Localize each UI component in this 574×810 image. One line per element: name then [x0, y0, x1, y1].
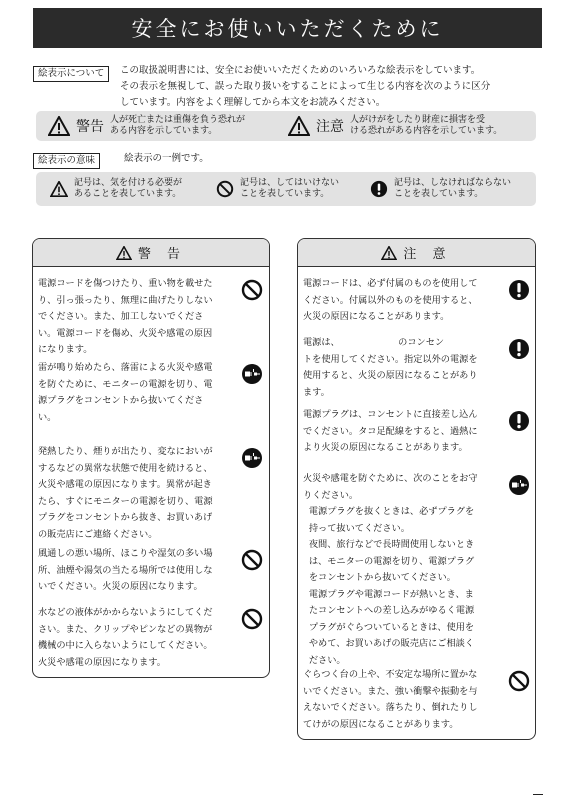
- caution-level: [288, 111, 502, 141]
- warning-triangle-icon: [381, 246, 397, 260]
- safety-item-line: ださい。: [303, 654, 346, 666]
- caution-desc-line: 人がけがをしたり財産に損害を受: [350, 114, 486, 125]
- safety-item-line: てけがの原因になることがあります。: [303, 718, 459, 730]
- warning-triangle-icon: [116, 246, 132, 260]
- safety-item-line: いでください。また、強い衝撃や振動を与: [303, 685, 478, 697]
- safety-item-line: 電源プラグや電源コードが熱いとき、ま: [303, 588, 474, 600]
- safety-item-line: 夜間、旅行などで長時間使用しないとき: [303, 539, 475, 550]
- safety-item-line: は、モニターの電源を切り、電源プラグ: [303, 555, 475, 567]
- safety-item-line: より火災の原因になることがあります。: [303, 442, 468, 453]
- intro-line: その表示を無視して、誤った取り扱いをすることによって生じる内容を次のように区分: [120, 81, 491, 92]
- page-title: 安全にお使いいただくために: [33, 8, 542, 48]
- safety-item-line: トを使用してください。指定以外の電源を: [303, 353, 478, 365]
- unplug-icon: [508, 474, 530, 496]
- safety-item-line: えないでください。落ちたり、倒れたりし: [303, 702, 478, 713]
- caution-description: [350, 115, 502, 138]
- intro-line: この取扱説明書には、安全にお使いいただくためのいろいろな絵表示をしています。: [120, 65, 481, 76]
- caution-box-title: 注 意: [403, 247, 452, 262]
- safety-item-line: するなどの異常な状態で使用を続けると、: [38, 462, 213, 474]
- meaning-item: [50, 172, 182, 206]
- mandatory-icon: [508, 410, 530, 432]
- prohibition-icon: [241, 279, 263, 301]
- safety-item: [303, 407, 478, 457]
- safety-item: [303, 276, 478, 326]
- caution-desc-line: ける恐れがある内容を示しています。: [350, 126, 503, 136]
- safety-item: [303, 471, 478, 669]
- safety-item: [38, 444, 213, 543]
- safety-item-line: 発熱したり、煙りが出たり、変なにおいが: [38, 446, 213, 457]
- safety-item-line: になります。: [38, 344, 93, 355]
- safety-item-line: 火災や感電の原因になります。異常が起き: [38, 479, 212, 490]
- safety-item-line: 火災や感電を防ぐために、次のことをお守: [303, 473, 478, 484]
- hazard-level-band: [36, 111, 536, 141]
- page-marker: [533, 794, 543, 795]
- meaning-item-line: 記号は、気を付ける必要が: [74, 177, 183, 188]
- safety-item-line: を防ぐために、モニターの電源を切り、電: [38, 378, 213, 390]
- warning-desc-line: ある内容を示しています。: [110, 126, 218, 136]
- safety-item-line: さい。また、クリップやピンなどの異物が: [38, 623, 213, 635]
- prohibition-icon: [241, 549, 263, 571]
- safety-item-line: 持って抜いてください。: [303, 522, 410, 534]
- intro-line: しています。内容をよく理解してから本文をお読みください。: [120, 97, 386, 108]
- warning-box: [32, 238, 270, 678]
- meaning-item-line: 記号は、してはいけない: [240, 177, 340, 188]
- safety-item: [303, 335, 478, 401]
- meaning-item-line: ことを表しています。: [240, 189, 330, 199]
- safety-item-line: 電源プラグは、コンセントに直接差し込ん: [303, 409, 478, 420]
- prohibition-icon: [216, 180, 234, 198]
- unplug-icon: [241, 363, 263, 385]
- safety-item-line: 源プラグをコンセントから抜いてくださ: [38, 395, 204, 406]
- warning-triangle-icon: [50, 181, 68, 197]
- safety-item-text: [38, 605, 213, 671]
- warning-desc-line: 人が死亡または重傷を負う恐れが: [110, 114, 246, 125]
- prohibition-icon: [508, 670, 530, 692]
- safety-item-line: 火災の原因になることがあります。: [303, 311, 450, 322]
- safety-item: [38, 276, 213, 359]
- safety-item: [38, 605, 213, 671]
- caution-box: [297, 238, 536, 740]
- warning-box-header: [33, 239, 269, 267]
- caution-box-header: [298, 239, 535, 267]
- safety-item-line: 機械の中に入らないようにしてください。: [38, 640, 213, 651]
- safety-item-line: たら、すぐにモニターの電源を切り、電源: [38, 495, 213, 507]
- warning-level: [48, 111, 245, 141]
- warning-description: [110, 115, 245, 138]
- safety-item-line: プラグがぐらついているときは、使用を: [303, 621, 475, 633]
- caution-label: 注意: [316, 119, 344, 135]
- prohibition-icon: [241, 608, 263, 630]
- safety-item-line: り、引っ張ったり、無理に曲げたりしない: [38, 294, 213, 306]
- meaning-item-line: ことを表しています。: [394, 189, 484, 199]
- safety-item-text: [38, 360, 213, 426]
- meaning-item: [370, 172, 511, 206]
- safety-item-line: 風通しの悪い場所、ほこりや湿気の多い場: [38, 548, 213, 559]
- safety-item: [38, 360, 213, 426]
- meaning-text: 絵表示の一例です。: [124, 153, 209, 164]
- safety-item-text: [303, 335, 478, 401]
- warning-box-title: 警 告: [137, 247, 187, 262]
- safety-item-line: 火災や感電の原因になります。: [38, 656, 166, 668]
- safety-item-line: やめて、お買いあげの販売店にご相談く: [303, 638, 475, 649]
- safety-item-line: 電源コードを傷つけたり、重い物を載せた: [38, 278, 213, 289]
- safety-item-line: でください。タコ足配線をすると、過熱に: [303, 425, 478, 437]
- safety-item-line: 電源プラグを抜くときは、必ずプラグを: [303, 506, 475, 517]
- meaning-item-line: 記号は、しなければならない: [394, 177, 512, 188]
- safety-item: [38, 546, 213, 596]
- safety-item-text: [303, 276, 478, 326]
- mandatory-icon: [508, 279, 530, 301]
- safety-item-line: りください。: [303, 489, 359, 501]
- safety-item-text: [303, 407, 478, 457]
- safety-item-line: い。電源コードを傷め、火災や感電の原因: [38, 327, 213, 339]
- safety-item-text: [38, 276, 213, 359]
- pictogram-meaning-tag: 絵表示の意味: [33, 153, 100, 169]
- meaning-item: [216, 172, 339, 206]
- safety-item-line: ます。: [303, 386, 330, 398]
- mandatory-icon: [508, 338, 530, 360]
- safety-item-line: をコンセントから抜いてください。: [303, 572, 456, 583]
- safety-item-line: たコンセントへの差し込みがゆるく電源: [303, 605, 475, 616]
- safety-item-line: 水などの液体がかからないようにしてくだ: [38, 607, 213, 618]
- safety-item-line: 雷が鳴り始めたら、落雷による火災や感電: [38, 362, 213, 373]
- pictogram-about-tag: 絵表示について: [33, 66, 109, 82]
- pictogram-meaning-band: [36, 172, 536, 206]
- safety-item-line: 所、油煙や湯気の当たる場所では使用しな: [38, 564, 213, 576]
- safety-item-line: ぐらつく台の上や、不安定な場所に置かな: [303, 669, 478, 680]
- safety-item-text: [38, 444, 213, 543]
- safety-item-text: [303, 471, 478, 669]
- safety-item-line: の販売店にご連絡ください。: [38, 528, 158, 540]
- warning-triangle-icon: [48, 116, 70, 136]
- unplug-icon: [241, 447, 263, 469]
- safety-item-line: 使用すると、火災の原因になることがあり: [303, 370, 478, 381]
- warning-triangle-icon: [288, 116, 310, 136]
- warning-label: 警告: [76, 119, 104, 135]
- safety-item-line: ください。付属以外のものを使用すると、: [303, 294, 478, 306]
- safety-item-line: い。: [38, 411, 57, 423]
- safety-item: [303, 667, 478, 733]
- safety-item-line: プラグをコンセントから抜き、お買いあげ: [38, 512, 213, 523]
- intro-text: [120, 63, 490, 111]
- mandatory-icon: [370, 180, 388, 198]
- safety-item-text: [303, 667, 478, 733]
- safety-item-text: [38, 546, 213, 596]
- safety-item-line: 電源は、 のコンセン: [303, 337, 445, 348]
- safety-item-line: 電源コードは、必ず付属のものを使用して: [303, 278, 478, 289]
- safety-item-line: いでください。火災の原因になります。: [38, 581, 203, 592]
- meaning-item-line: あることを表しています。: [74, 189, 182, 199]
- safety-item-line: でください。また、加工しないでくださ: [38, 311, 204, 322]
